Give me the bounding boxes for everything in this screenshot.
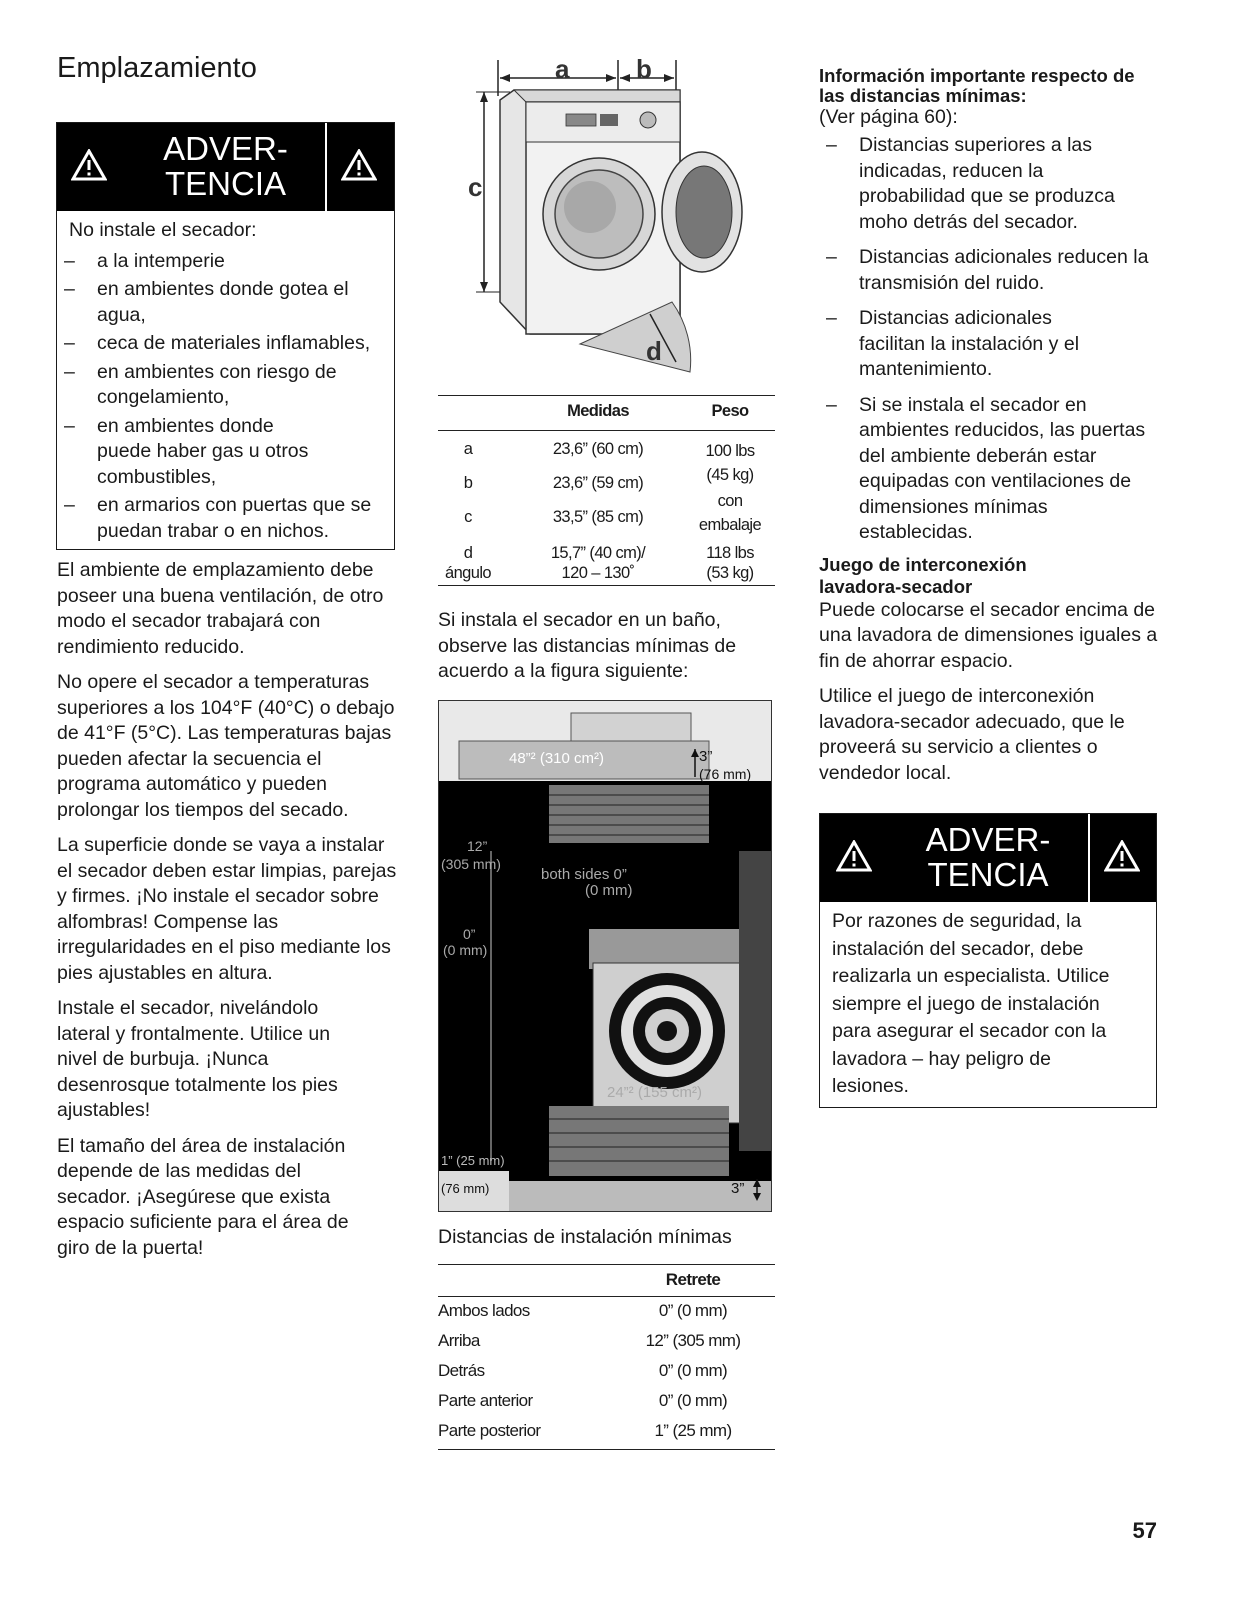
section-heading: Juego de interconexión lavadora-secador <box>819 553 1027 597</box>
page-title: Emplazamiento <box>57 52 257 84</box>
table-cell: 15,7” (40 cm)/ 120 – 130˚ <box>550 544 646 582</box>
table-cell: d ángulo <box>445 544 491 582</box>
paragraph: El tamaño del área de instalación depende de las medidas del secador. ¡Asegúrese que exista espacio suficiente para el área de giro de la puerta! <box>57 1134 349 1259</box>
table-cell: 33,5” (85 cm) <box>552 508 644 526</box>
paragraph: No opere el secador a temperaturas superiores a los 104°F (40°C) o debajo de 41°F (5°C). Las temperaturas bajas pueden afectar la secuencia el programa automático y pueden prolongar los tiempos del secado. <box>57 671 395 821</box>
warning-header <box>57 123 394 211</box>
clearance-table <box>438 1264 775 1450</box>
side-label: both sides 0” <box>541 866 627 883</box>
warning-title: ADVER- TENCIA <box>163 130 288 202</box>
top-gap-mm-label: (76 mm) <box>699 766 752 782</box>
left-gap-mm-label: (0 mm) <box>443 942 488 958</box>
dryer-dimensions-figure <box>440 52 770 382</box>
table-cell: 23,6” (60 cm) <box>552 440 644 458</box>
table-cell: 0” (0 mm) <box>658 1391 728 1410</box>
list-item: – ceca de materiales inflamables, <box>57 331 379 357</box>
right-column <box>819 66 1164 786</box>
list-item: – en armarios con puertas que se puedan trabar o en nichos. <box>57 493 379 544</box>
warning-box-1 <box>56 122 395 550</box>
paragraph: Utilice el juego de interconexión lavadora-secador adecuado, que le proveerá su servicio a clientes o vendedor local. <box>819 685 1125 784</box>
vent-bottom-label: 24”² (155 cm²) <box>607 1084 703 1101</box>
list-item: – en ambientes con riesgo de congelamiento, <box>57 360 379 411</box>
warning-intro: No instale el secador: <box>69 219 257 241</box>
table-cell: 0” (0 mm) <box>658 1301 728 1320</box>
info-list <box>819 133 1164 546</box>
paragraph: Puede colocarse el secador encima de una lavadora de dimensiones iguales a fin de ahorrar espacio. <box>819 598 1158 672</box>
list-item: – a la intemperie <box>57 249 379 275</box>
vent-top-label: 48”² (310 cm²) <box>509 750 605 767</box>
table-cell: 100 lbs (45 kg) <box>705 442 755 484</box>
section-subtext: (Ver página 60): <box>819 106 958 128</box>
list-item: – Distancias superiores a las indicadas, reducen la probabilidad que se produzca moho detrás del secador. <box>819 133 1164 235</box>
list-item: – en ambientes donde gotea el agua, <box>57 277 379 328</box>
paragraph: La superficie donde se vaya a instalar el secador deben estar limpias, parejas y firmes. ¡No instale el secador sobre alfombras! Compense las irregularidades en el piso mediante los pies ajustables en altura. <box>57 834 397 984</box>
table-cell: a <box>463 440 473 458</box>
section-heading: Información importante respecto de las distancias mínimas: <box>819 65 1135 106</box>
left-gap-label: 0” <box>463 926 476 942</box>
warning-text: Por razones de seguridad, la instalación del secador, debe realizarla un especialista. Utilice siempre el juego de instalación para asegurar el secador con la lavadora – hay peligro de lesiones. <box>832 910 1110 1097</box>
bath-figure-caption: Distancias de instalación mínimas <box>438 1226 732 1248</box>
warning-list <box>57 249 379 545</box>
side-gap-mm-label: (305 mm) <box>441 856 501 872</box>
table-cell: b <box>463 474 473 492</box>
warning-box-2 <box>819 813 1157 1108</box>
table-cell: 0” (0 mm) <box>658 1361 728 1380</box>
warning-triangle-icon <box>1104 840 1140 872</box>
table-cell: Arriba <box>438 1331 480 1350</box>
dimension-label-b: b <box>636 54 652 84</box>
bath-intro-text: Si instala el secador en un baño, observe las distancias mínimas de acuerdo a la figura siguiente: <box>438 609 737 682</box>
list-item: – en ambientes donde puede haber gas u otros combustibles, <box>57 414 379 491</box>
warning-triangle-icon <box>341 149 377 181</box>
paragraph: El ambiente de emplazamiento debe poseer una buena ventilación, de otro modo el secador trabajará con rendimiento reducido. <box>57 559 384 658</box>
bottom-gap-mm-label: (76 mm) <box>441 1181 490 1196</box>
bottom-gap-label: 1” (25 mm) <box>441 1153 505 1168</box>
warning-header <box>820 814 1156 902</box>
table-header: Medidas <box>567 402 629 420</box>
dimensions-table <box>438 395 775 586</box>
bath-installation-figure <box>438 700 772 1212</box>
dimension-label-a: a <box>555 54 570 84</box>
list-item: – Distancias adicionales facilitan la instalación y el mantenimiento. <box>819 306 1164 383</box>
table-cell: Detrás <box>438 1361 485 1380</box>
list-item: – Si se instala el secador en ambientes reducidos, las puertas del ambiente deberán estar equipadas con ventilaciones de dimensiones mínimas establecidas. <box>819 393 1164 546</box>
side-gap-label: 12” <box>467 838 488 854</box>
table-cell: 1” (25 mm) <box>654 1421 732 1440</box>
dimension-label-c: c <box>468 172 483 202</box>
left-paragraphs <box>57 558 397 1261</box>
list-item: – Distancias adicionales reducen la transmisión del ruido. <box>819 245 1164 296</box>
table-cell: 12” (305 mm) <box>645 1331 741 1350</box>
warning-title: ADVER- TENCIA <box>925 821 1051 893</box>
table-cell: 23,6” (59 cm) <box>552 474 644 492</box>
bottom-right-label: 3” <box>731 1180 745 1197</box>
paragraph: Instale el secador, nivelándolo lateral y frontalmente. Utilice un nivel de burbuja. ¡Nunca desenrosque totalmente los pies ajustables! <box>57 997 338 1121</box>
table-cell: c <box>464 508 472 526</box>
dimension-label-d: d <box>646 336 662 366</box>
table-cell: 118 lbs (53 kg) <box>706 544 754 582</box>
side-label-mm: (0 mm) <box>585 882 633 899</box>
table-header: Retrete <box>665 1270 721 1289</box>
table-cell: Parte anterior <box>438 1391 533 1410</box>
table-cell: Parte posterior <box>438 1421 541 1440</box>
table-cell: con embalaje <box>698 492 762 534</box>
page-number: 57 <box>1132 1518 1157 1543</box>
table-cell: Ambos lados <box>438 1301 530 1320</box>
table-header: Peso <box>711 402 749 420</box>
top-gap-label: 3” <box>699 748 713 765</box>
